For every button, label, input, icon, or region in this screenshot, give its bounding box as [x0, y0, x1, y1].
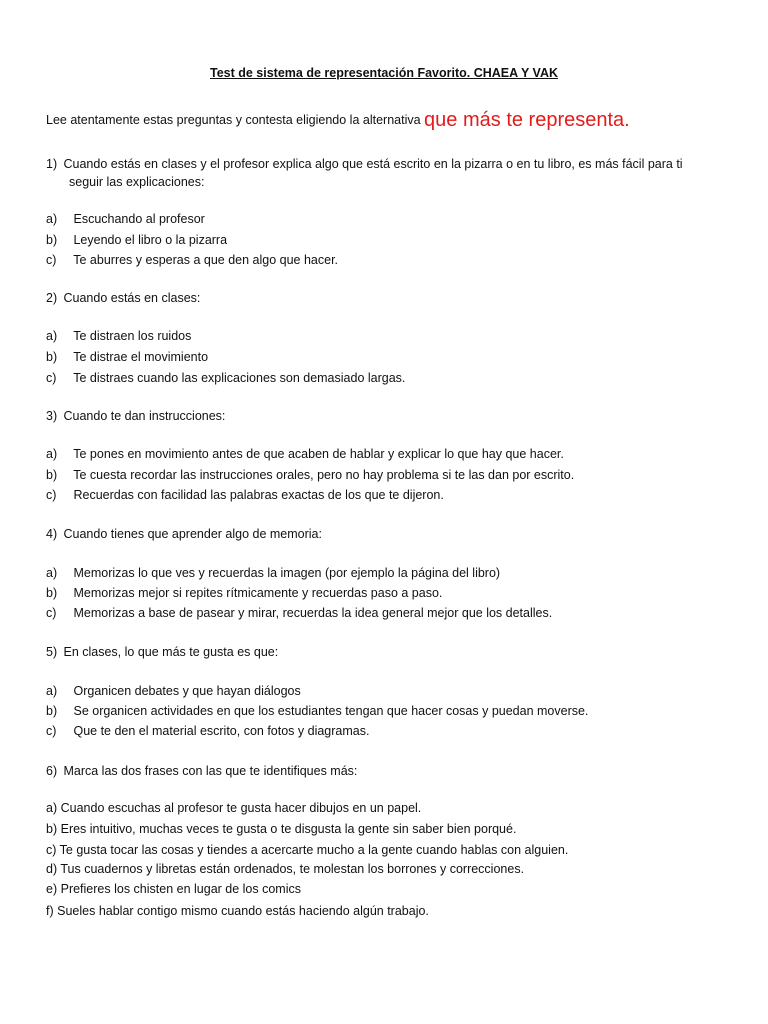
- option-text: Cuando escuchas al profesor te gusta hacer dibujos en un papel.: [60, 801, 422, 815]
- question-text: Cuando estás en clases y el profesor explica algo que está escrito en la pizarra o en tu libro, es más fácil para ti: [63, 157, 683, 171]
- question-1-continuation: [69, 174, 205, 190]
- option-letter: c): [46, 843, 57, 857]
- option-letter: a): [46, 684, 58, 698]
- option-text: Se organicen actividades en que los estudiantes tengan que hacer cosas y puedan moverse.: [73, 704, 589, 718]
- option-3b: [46, 467, 574, 483]
- option-text: Sueles hablar contigo mismo cuando estás haciendo algún trabajo.: [57, 904, 429, 918]
- option-text: Que te den el material escrito, con fotos y diagramas.: [73, 724, 370, 738]
- option-2c: [46, 370, 405, 386]
- option-letter: c): [46, 724, 57, 738]
- option-6a: [46, 800, 421, 816]
- question-5: [46, 644, 278, 660]
- question-3: [46, 408, 225, 424]
- option-letter: a): [46, 447, 58, 461]
- option-letter: b): [46, 350, 58, 364]
- option-text: Memorizas mejor si repites rítmicamente y recuerdas paso a paso.: [73, 586, 443, 600]
- option-3c: [46, 487, 444, 503]
- option-letter: c): [46, 488, 57, 502]
- question-2: [46, 290, 200, 306]
- question-4: [46, 526, 322, 542]
- option-5c: [46, 723, 369, 739]
- option-letter: b): [46, 233, 58, 247]
- question-text: En clases, lo que más te gusta es que:: [63, 645, 279, 659]
- option-text: Te aburres y esperas a que den algo que hacer.: [73, 253, 339, 267]
- option-4c: [46, 605, 552, 621]
- option-letter: c): [46, 371, 57, 385]
- option-letter: b): [46, 704, 58, 718]
- question-number: 1): [46, 157, 58, 171]
- intro-text: Lee atentamente estas preguntas y contesta eligiendo la alternativa: [46, 113, 421, 127]
- option-text: Prefieres los chisten en lugar de los comics: [60, 882, 301, 896]
- option-6e: [46, 881, 301, 897]
- option-3a: [46, 446, 564, 462]
- option-letter: d): [46, 862, 58, 876]
- option-1b: [46, 232, 227, 248]
- option-1c: [46, 252, 338, 268]
- option-letter: b): [46, 468, 58, 482]
- option-letter: b): [46, 586, 58, 600]
- option-text: Recuerdas con facilidad las palabras exactas de los que te dijeron.: [73, 488, 444, 502]
- question-text: Cuando estás en clases:: [63, 291, 201, 305]
- question-text: Cuando te dan instrucciones:: [63, 409, 226, 423]
- option-letter: e): [46, 882, 58, 896]
- option-text: Escuchando al profesor: [73, 212, 205, 226]
- option-5a: [46, 683, 301, 699]
- option-text: Tus cuadernos y libretas están ordenados, te molestan los borrones y correcciones.: [60, 862, 525, 876]
- question-number: 5): [46, 645, 58, 659]
- option-text: Te distraen los ruidos: [73, 329, 192, 343]
- option-letter: a): [46, 566, 58, 580]
- option-text: Te cuesta recordar las instrucciones orales, pero no hay problema si te las dan por escrito.: [73, 468, 575, 482]
- question-1: [46, 156, 683, 172]
- question-6: [46, 763, 357, 779]
- option-6d: [46, 861, 524, 877]
- option-4a: [46, 565, 500, 581]
- option-text: Memorizas lo que ves y recuerdas la imagen (por ejemplo la página del libro): [73, 566, 501, 580]
- option-text: Organicen debates y que hayan diálogos: [73, 684, 301, 698]
- option-2a: [46, 328, 191, 344]
- option-text: Te distrae el movimiento: [73, 350, 209, 364]
- question-text: Marca las dos frases con las que te identifiques más:: [63, 764, 358, 778]
- option-letter: c): [46, 253, 57, 267]
- option-letter: a): [46, 801, 58, 815]
- option-letter: a): [46, 212, 58, 226]
- intro-emphasis: que más te representa.: [424, 109, 630, 131]
- option-1a: [46, 211, 205, 227]
- option-text: Eres intuitivo, muchas veces te gusta o te disgusta la gente sin saber bien porqué.: [60, 822, 517, 836]
- question-text: Cuando tienes que aprender algo de memoria:: [63, 527, 322, 541]
- option-letter: f): [46, 904, 54, 918]
- question-text-continuation: seguir las explicaciones:: [69, 175, 205, 189]
- option-text: Te gusta tocar las cosas y tiendes a acercarte mucho a la gente cuando hablas con alguien.: [59, 843, 569, 857]
- option-4b: [46, 585, 442, 601]
- option-2b: [46, 349, 208, 365]
- intro-line: [46, 109, 630, 131]
- option-letter: c): [46, 606, 57, 620]
- document-title: Test de sistema de representación Favorito. CHAEA Y VAK: [209, 66, 559, 80]
- option-5b: [46, 703, 588, 719]
- option-6c: [46, 842, 568, 858]
- question-number: 2): [46, 291, 58, 305]
- option-text: Leyendo el libro o la pizarra: [73, 233, 228, 247]
- option-text: Memorizas a base de pasear y mirar, recuerdas la idea general mejor que los detalles.: [73, 606, 553, 620]
- option-6b: [46, 821, 516, 837]
- option-text: Te pones en movimiento antes de que acaben de hablar y explicar lo que hay que hacer.: [73, 447, 564, 461]
- option-text: Te distraes cuando las explicaciones son demasiado largas.: [73, 371, 406, 385]
- question-number: 6): [46, 764, 58, 778]
- question-number: 3): [46, 409, 58, 423]
- option-6f: [46, 903, 429, 919]
- question-number: 4): [46, 527, 58, 541]
- option-letter: a): [46, 329, 58, 343]
- option-letter: b): [46, 822, 58, 836]
